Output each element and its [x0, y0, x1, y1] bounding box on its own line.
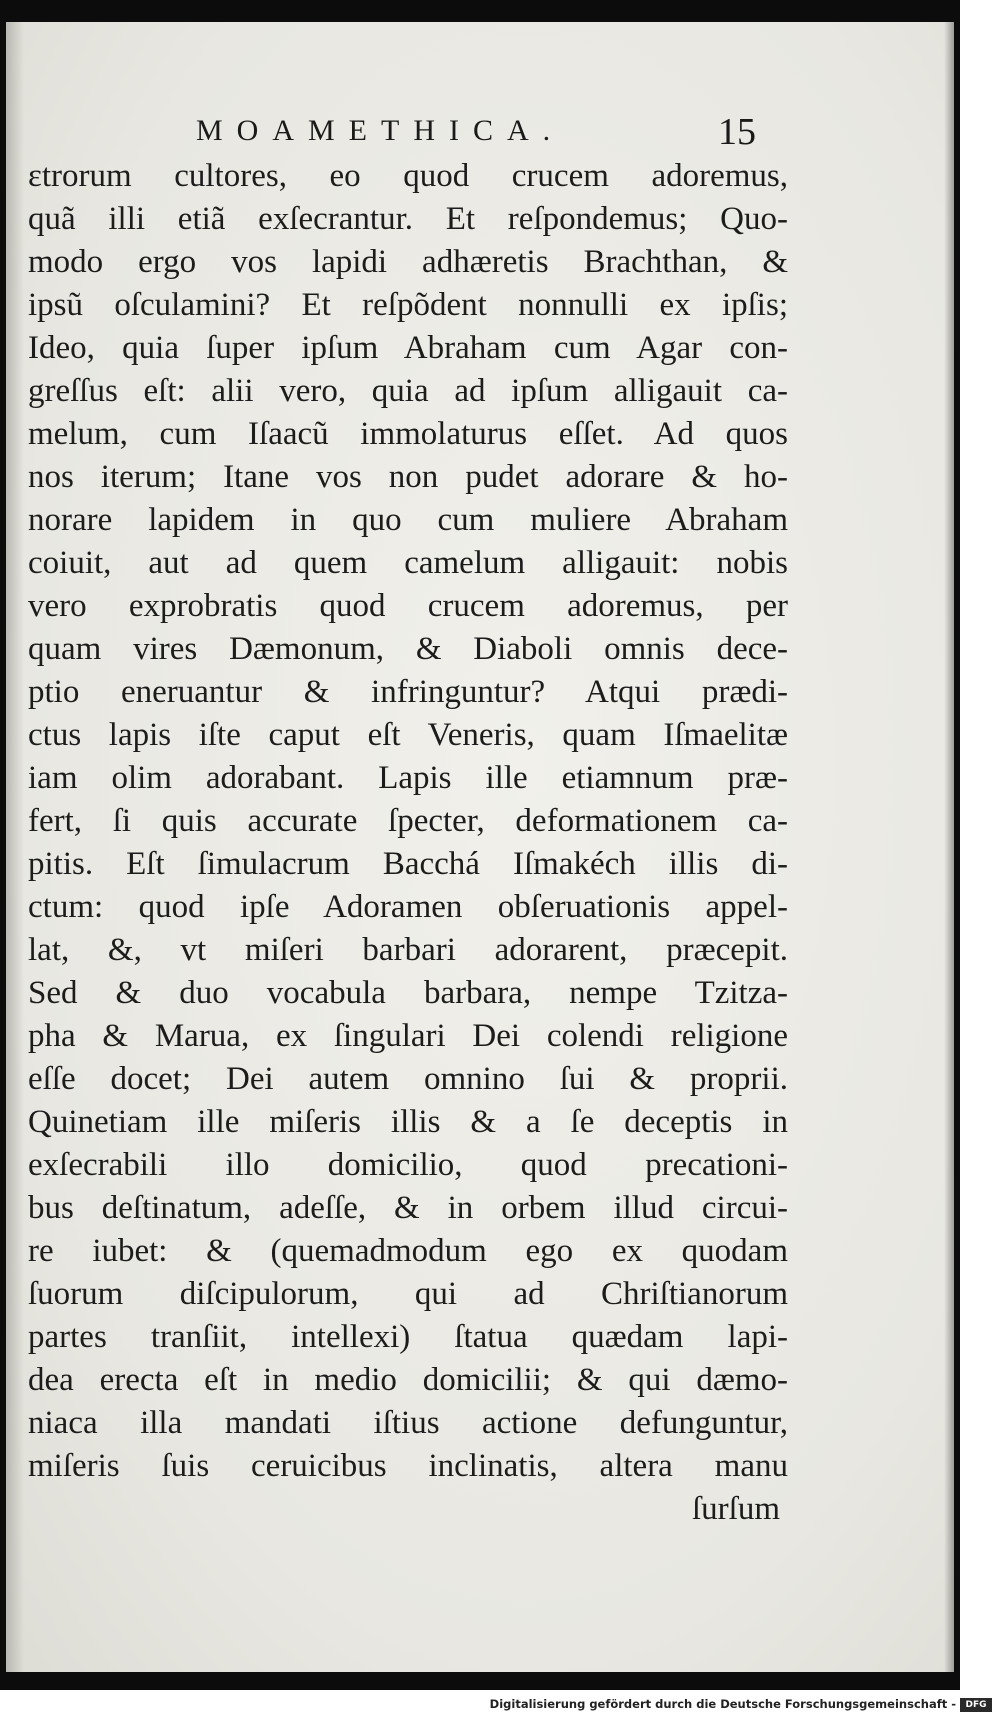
text-line: quã illi etiã exſecrantur. Et reſpondemus; Quo- [28, 201, 788, 237]
text-line: lat, &, vt miſeri barbari adorarent, præcepit. [28, 932, 788, 968]
text-line: fert, ſi quis accurate ſpecter, deformationem ca- [28, 803, 788, 839]
book-page [6, 22, 954, 1672]
catchword: ſurſum [692, 1491, 780, 1527]
text-line: bus deſtinatum, adeſſe, & in orbem illud circui- [28, 1190, 788, 1226]
text-line: re iubet: & (quemadmodum ego ex quodam [28, 1233, 788, 1269]
text-line: pitis. Eſt ſimulacrum Bacchá Iſmakéch illis di- [28, 846, 788, 882]
text-line: pha & Marua, ex ſingulari Dei colendi religione [28, 1018, 788, 1054]
page-number: 15 [718, 111, 756, 153]
dfg-logo: DFG [960, 1698, 992, 1712]
text-line: coiuit, aut ad quem camelum alligauit: nobis [28, 545, 788, 581]
text-line: niaca illa mandati iſtius actione defunguntur, [28, 1405, 788, 1441]
text-line: ſuorum diſcipulorum, qui ad Chriſtianorum [28, 1276, 788, 1312]
text-line: quam vires Dæmonum, & Diaboli omnis dece- [28, 631, 788, 667]
text-line: ipsũ oſculamini? Et reſpõdent nonnulli ex ipſis; [28, 287, 788, 323]
text-line: partes tranſiit, intellexi) ſtatua quædam lapi- [28, 1319, 788, 1355]
text-line: norare lapidem in quo cum muliere Abraham [28, 502, 788, 538]
text-line: ctus lapis iſte caput eſt Veneris, quam Iſmaelitæ [28, 717, 788, 753]
text-line: ptio eneruantur & infringuntur? Atqui prædi- [28, 674, 788, 710]
text-line: Ideo, quia ſuper ipſum Abraham cum Agar con- [28, 330, 788, 366]
text-line: miſeris ſuis ceruicibus inclinatis, altera manu [28, 1448, 788, 1484]
text-line: Quinetiam ille miſeris illis & a ſe deceptis in [28, 1104, 788, 1140]
text-line: Sed & duo vocabula barbara, nempe Tzitza- [28, 975, 788, 1011]
text-line: iam olim adorabant. Lapis ille etiamnum præ- [28, 760, 788, 796]
text-line: ɛtrorum cultores, eo quod crucem adoremus, [28, 158, 788, 194]
running-head-title: MOAMETHICA. [196, 114, 565, 147]
text-line: vero exprobratis quod crucem adoremus, per [28, 588, 788, 624]
running-head [6, 111, 954, 156]
text-line: ctum: quod ipſe Adoramen obſeruationis appel- [28, 889, 788, 925]
page-edge-shadow [944, 22, 954, 1672]
text-line: eſſe docet; Dei autem omnino ſui & proprii. [28, 1061, 788, 1097]
text-line: nos iterum; Itane vos non pudet adorare & ho- [28, 459, 788, 495]
text-line: dea erecta eſt in medio domicilii; & qui dæmo- [28, 1362, 788, 1398]
text-line: exſecrabili illo domicilio, quod precationi- [28, 1147, 788, 1183]
footer-credit: Digitalisierung gefördert durch die Deutsche Forschungsgemeinschaft - [489, 1697, 956, 1711]
footer-bar [0, 1696, 1000, 1716]
gutter-shadow [6, 22, 24, 1672]
body-text [28, 155, 788, 1531]
text-line: modo ergo vos lapidi adhæretis Brachthan, & [28, 244, 788, 280]
text-line: greſſus eſt: alii vero, quia ad ipſum alligauit ca- [28, 373, 788, 409]
text-line: melum, cum Iſaacũ immolaturus eſſet. Ad quos [28, 416, 788, 452]
